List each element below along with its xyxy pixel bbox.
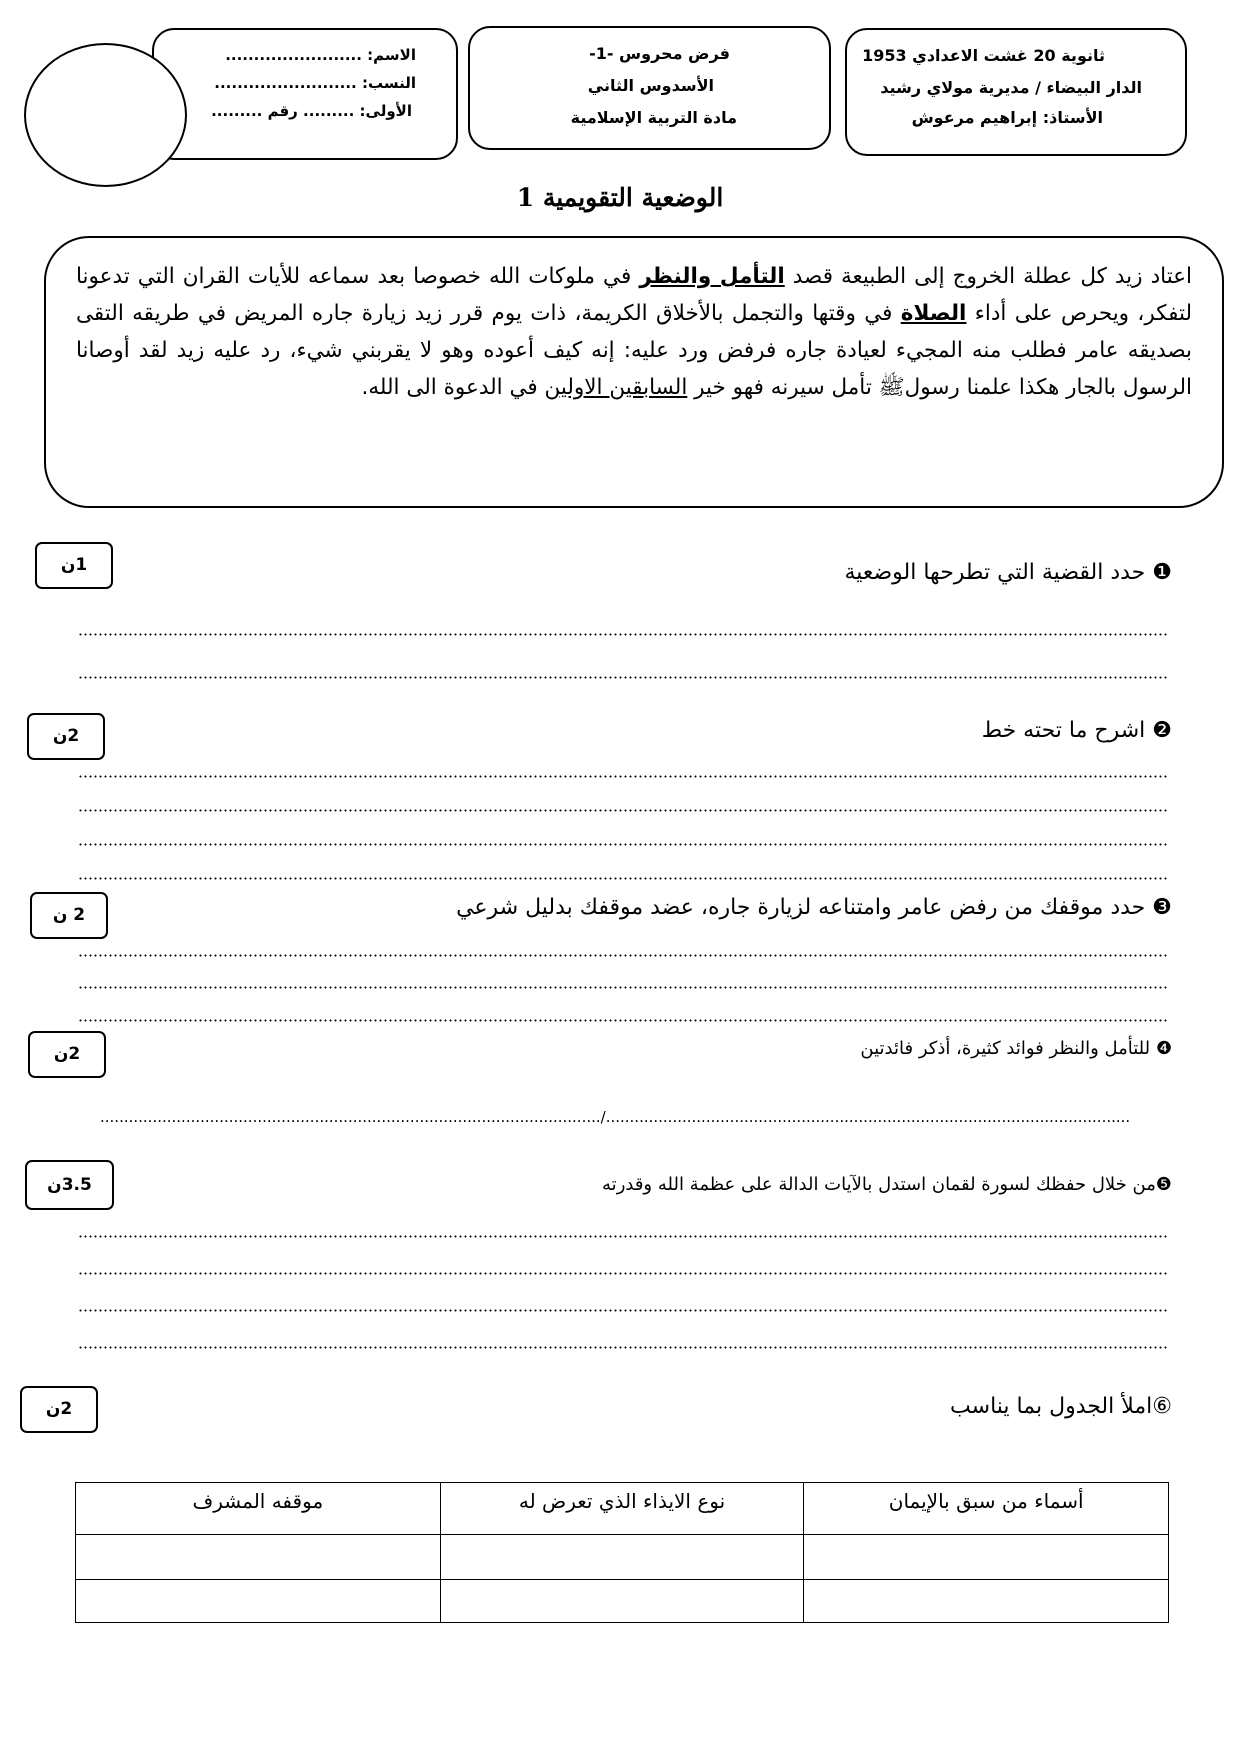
student-name-field[interactable]: الاسم: ........................ (225, 46, 416, 64)
table-cell[interactable] (804, 1535, 1169, 1580)
exam-title: فرض محروس -1- (589, 44, 730, 63)
answer-line[interactable] (78, 676, 1168, 679)
question-2: ❷ اشرح ما تحته خط (981, 718, 1172, 743)
score-box-2: 2ن (27, 713, 105, 760)
exam-subject: مادة التربية الإسلامية (570, 108, 737, 127)
table-cell[interactable] (440, 1535, 804, 1580)
table-cell[interactable] (76, 1580, 441, 1623)
teacher-name: الأستاذ: إبراهيم مرعوش (911, 108, 1103, 127)
table-header-harm-type: نوع الايذاء الذي تعرض له (440, 1483, 804, 1535)
score-box-5: 3.5ن (25, 1160, 114, 1210)
underlined-term-prayer: الصلاة (900, 301, 967, 326)
student-surname-field[interactable]: النسب: ......................... (214, 74, 416, 92)
question-5: ❺من خلال حفظك لسورة لقمان استدل بالآيات الدالة على عظمة الله وقدرته (602, 1174, 1172, 1195)
answer-line[interactable] (78, 633, 1168, 636)
table-header-honorable-stance: موقفه المشرف (76, 1483, 441, 1535)
answer-line[interactable] (78, 1019, 1168, 1022)
question-4: ❹ للتأمل والنظر فوائد كثيرة، أذكر فائدتين (860, 1038, 1172, 1059)
table-cell[interactable] (804, 1580, 1169, 1623)
answer-line[interactable] (78, 986, 1168, 989)
underlined-term-early-believers: السابقين الاولين (544, 375, 688, 400)
answer-line[interactable] (78, 843, 1168, 846)
page-title: الوضعية التقويمية 1 (516, 183, 724, 212)
answer-line[interactable] (78, 809, 1168, 812)
score-box-3: 2 ن (30, 892, 108, 939)
student-class-field[interactable]: الأولى: ......... رقم ......... (211, 102, 412, 120)
underlined-term-contemplation: التأمل والنظر (639, 264, 785, 289)
answer-line-two-benefits[interactable]: ........................................................................................................./.............................................................................................................. (100, 1108, 1131, 1126)
table-header-believers: أسماء من سبق بالإيمان (804, 1483, 1169, 1535)
answer-line[interactable] (78, 1309, 1168, 1312)
answer-line[interactable] (78, 1235, 1168, 1238)
situation-text: اعتاد زيد كل عطلة الخروج إلى الطبيعة قصد التأمل والنظر في ملوكات الله خصوصا بعد سماعه للأيات القران التي تدعونا لتفكر، ويحرص على أداء الصلاة في وقتها والتجمل بالأخلاق الكريمة، ذات يوم قرر زيد زيارة جاره المريض في طريقه التقى بصديقه عامر فطلب منه المجيء لعيادة جاره فرفض ورد عليه: إنه كيف أعوده وهو لا يقربني شيء، رد عليه زيد لقد أوصانا الرسول بالجار هكذا علمنا رسولﷺ تأمل سيرنه فهو خير السابقين الاولين في الدعوة الى الله. (76, 264, 1193, 400)
answer-line[interactable] (78, 877, 1168, 880)
question-3: ❸ حدد موقفك من رفض عامر وامتناعه لزيارة جاره، عضد موقفك بدليل شرعي (456, 895, 1172, 920)
question-1: ❶ حدد القضية التي تطرحها الوضعية (844, 560, 1172, 585)
school-location: الدار البيضاء / مديرية مولاي رشيد (880, 78, 1142, 97)
school-name: ثانوية 20 غشت الاعدادي 1953 (862, 46, 1105, 65)
table-cell[interactable] (76, 1535, 441, 1580)
table-cell[interactable] (440, 1580, 804, 1623)
answer-line[interactable] (78, 1272, 1168, 1275)
grade-circle (24, 43, 187, 187)
answer-line[interactable] (78, 954, 1168, 957)
score-box-4: 2ن (28, 1031, 106, 1078)
question-6: ⑥املأ الجدول بما يناسب (950, 1394, 1172, 1419)
score-box-6: 2ن (20, 1386, 98, 1433)
answer-line[interactable] (78, 1346, 1168, 1349)
exam-semester: الأسدوس الثاني (587, 76, 714, 95)
score-box-1: 1ن (35, 542, 113, 589)
answer-table (75, 1482, 1169, 1623)
answer-line[interactable] (78, 775, 1168, 778)
